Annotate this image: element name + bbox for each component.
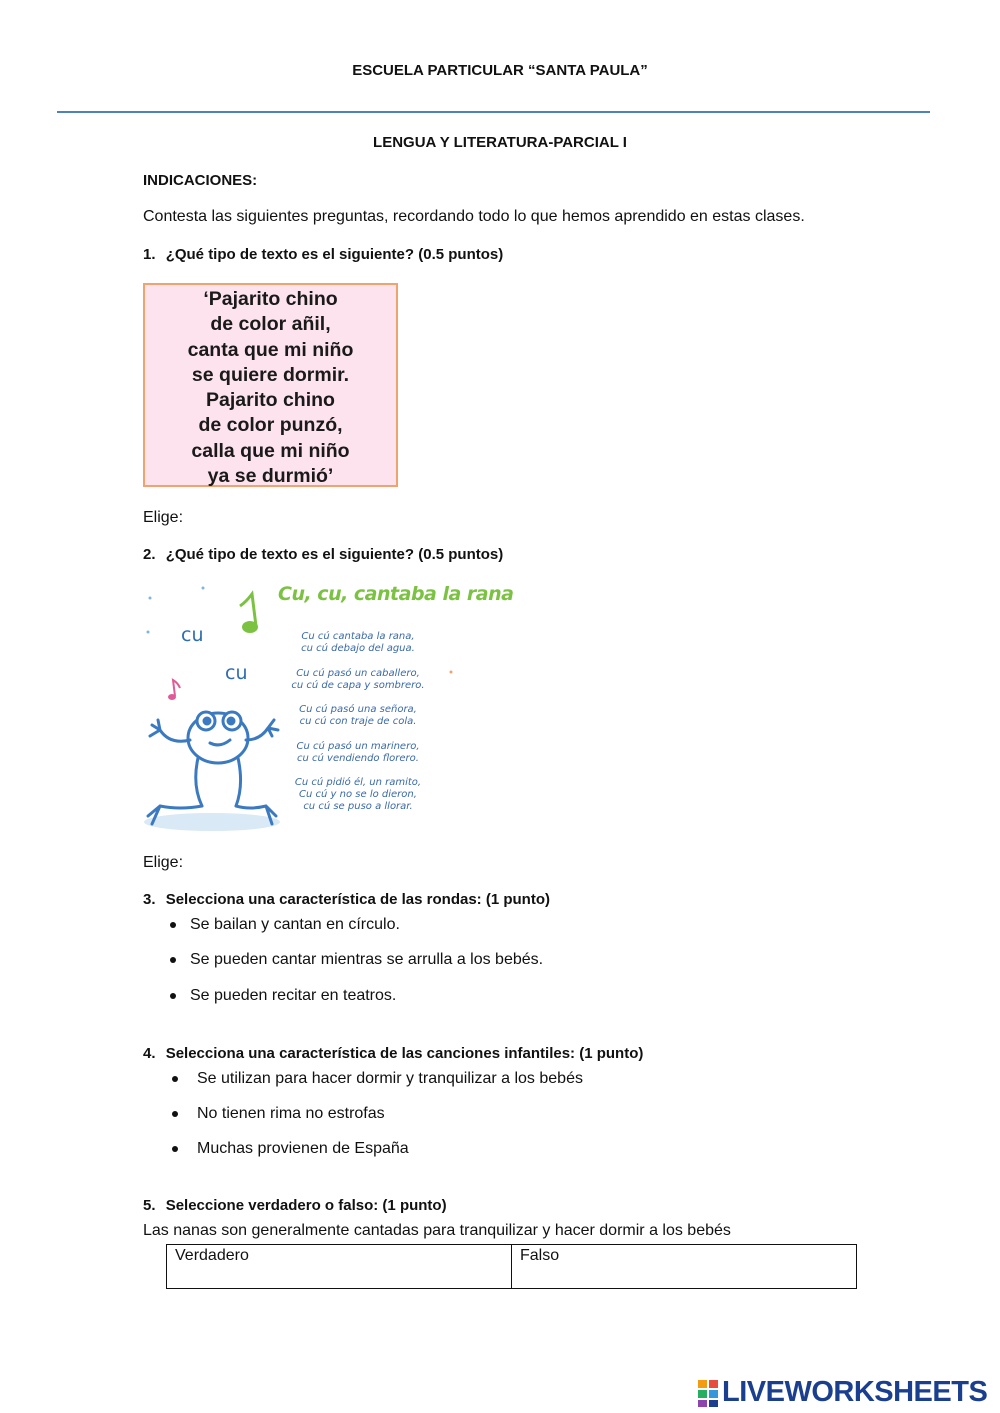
cu-label: cu — [225, 662, 248, 684]
option-item[interactable]: No tienen rima no estrofas — [197, 1105, 385, 1122]
question-number: 4. — [143, 1045, 156, 1062]
choose-label-1: Elige: — [143, 509, 184, 526]
stanza-line: cu cú de capa y sombrero. — [291, 680, 425, 691]
decor-dot — [149, 597, 152, 600]
true-option[interactable]: Verdadero — [167, 1245, 512, 1289]
header-divider — [57, 111, 930, 113]
song-stanza — [268, 631, 448, 655]
poem-line: de color punzó, — [198, 414, 343, 437]
bullet-icon — [172, 1076, 178, 1082]
song-stanza — [268, 741, 448, 765]
question-5 — [143, 1197, 447, 1214]
question-text: ¿Qué tipo de texto es el siguiente? (0.5 puntos) — [165, 246, 504, 263]
poem-box — [143, 283, 398, 487]
song-stanza — [268, 668, 448, 692]
music-note-icon — [240, 594, 258, 633]
poem-line: ya se durmió’ — [207, 465, 334, 488]
instructions-label: INDICACIONES: — [143, 172, 258, 189]
stanza-line: cu cú vendiendo florero. — [297, 753, 419, 764]
bullet-icon — [170, 922, 176, 928]
frog-shadow — [144, 813, 280, 831]
brand-name: LIVEWORKSHEETS — [722, 1376, 988, 1408]
poem-line: canta que mi niño — [187, 338, 354, 361]
school-name: ESCUELA PARTICULAR “SANTA PAULA” — [352, 62, 648, 79]
question-3 — [143, 891, 550, 908]
question-number: 5. — [143, 1197, 156, 1214]
poem-line: se quiere dormir. — [191, 363, 350, 386]
statement-text: Las nanas son generalmente cantadas para tranquilizar y hacer dormir a los bebés — [143, 1222, 731, 1239]
pink-note-icon — [168, 680, 180, 700]
true-false-table — [166, 1244, 857, 1289]
stanza-line: Cu cú pasó una señora, — [299, 704, 417, 715]
choose-label-2: Elige: — [143, 854, 184, 871]
option-item[interactable]: Muchas provienen de España — [197, 1140, 409, 1157]
liveworksheets-logo-icon — [697, 1378, 721, 1408]
stanza-line: cu cú se puso a llorar. — [303, 801, 413, 812]
question-number: 3. — [143, 891, 156, 908]
instructions-text: Contesta las siguientes preguntas, recordando todo lo que hemos aprendido en estas clases. — [143, 208, 805, 225]
poem-line: ‘Pajarito chino — [203, 288, 338, 310]
stanza-line: Cu cú pasó un caballero, — [296, 668, 420, 679]
false-option[interactable]: Falso — [512, 1245, 857, 1289]
subject-title: LENGUA Y LITERATURA-PARCIAL I — [373, 134, 627, 151]
bullet-icon — [170, 993, 176, 999]
stanza-line: Cu cú cantaba la rana, — [301, 631, 415, 642]
song-title: Cu, cu, cantaba la rana — [278, 583, 514, 605]
question-2 — [143, 546, 503, 563]
question-text: Seleccione verdadero o falso: (1 punto) — [165, 1197, 447, 1214]
question-text: Selecciona una característica de las canciones infantiles: (1 punto) — [165, 1045, 644, 1062]
question-text: ¿Qué tipo de texto es el siguiente? (0.5 puntos) — [165, 546, 504, 563]
cu-label: cu — [181, 624, 204, 646]
stanza-line: Cu cú pidió él, un ramito, — [294, 777, 422, 788]
poem-line: de color añil, — [210, 313, 331, 336]
stanza-line: Cu cú pasó un marinero, — [296, 741, 420, 752]
decor-dot — [450, 671, 453, 674]
option-item[interactable]: Se bailan y cantan en círculo. — [190, 916, 400, 933]
option-item[interactable]: Se pueden cantar mientras se arrulla a los bebés. — [190, 951, 544, 968]
song-stanza — [268, 704, 448, 728]
bullet-icon — [170, 957, 176, 963]
frog-icon — [148, 712, 278, 824]
decor-dot — [147, 631, 150, 634]
bullet-icon — [172, 1146, 178, 1152]
question-4 — [143, 1045, 643, 1062]
question-number: 1. — [143, 246, 156, 263]
song-stanza — [268, 777, 448, 813]
poem-line: calla que mi niño — [191, 439, 350, 462]
question-number: 2. — [143, 546, 156, 563]
poem-line: Pajarito chino — [206, 389, 335, 412]
stanza-line: Cu cú y no se lo dieron, — [299, 789, 417, 800]
stanza-line: cu cú debajo del agua. — [301, 643, 415, 654]
question-1 — [143, 246, 503, 263]
option-item[interactable]: Se pueden recitar en teatros. — [190, 987, 397, 1004]
bullet-icon — [172, 1111, 178, 1117]
decor-dot — [202, 587, 205, 590]
option-item[interactable]: Se utilizan para hacer dormir y tranquilizar a los bebés — [197, 1070, 583, 1087]
question-text: Selecciona una característica de las rondas: (1 punto) — [165, 891, 550, 908]
stanza-line: cu cú con traje de cola. — [299, 716, 417, 727]
